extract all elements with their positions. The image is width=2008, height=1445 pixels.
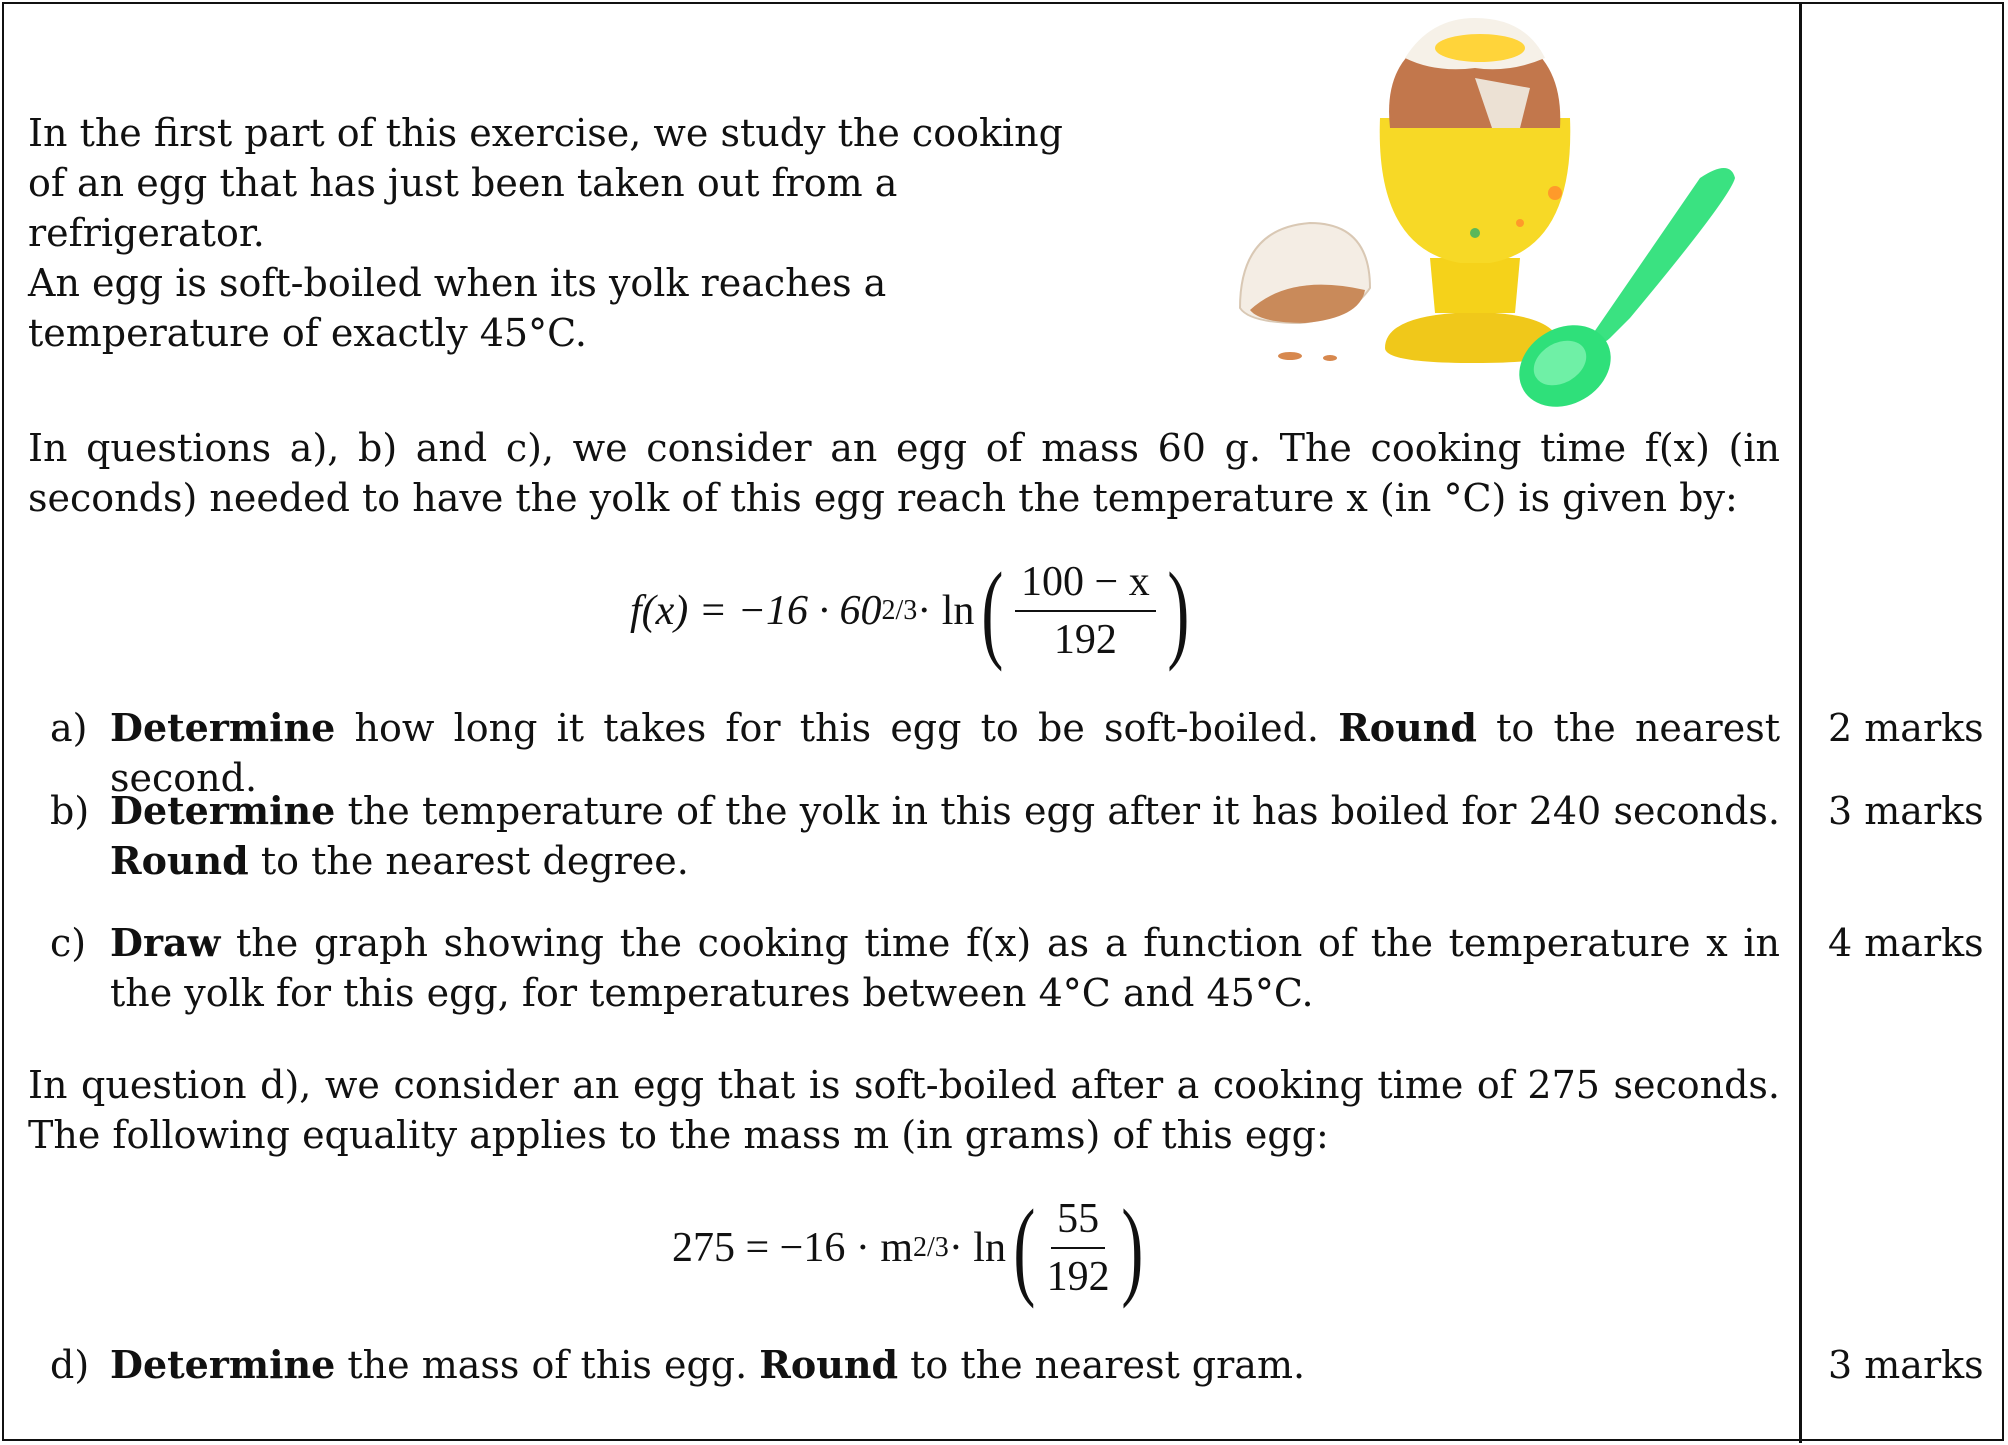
marks-c: 4 marks [1828,921,1984,965]
question-d [50,1340,1780,1390]
right-paren: ) [1120,1187,1143,1309]
left-paren: ( [981,550,1004,672]
question-verb-2: Round [759,1342,899,1387]
question-verb-2: Round [1338,705,1477,750]
formula1-exponent: 2/3 [881,595,918,626]
setup-text: In questions a), b) and c), we consider an egg of mass 60 g. The cooking time f(x) (in seconds) needed to have the yolk of this egg reach the temperature x (in °C) is given by: [28,426,1780,520]
question-text: the mass of this egg. [335,1343,760,1387]
question-text: the temperature of the yolk in this egg after it has boiled for 240 seconds. [335,789,1780,833]
question-text-2: to the nearest gram. [898,1343,1306,1387]
formula2-lhs: 275 = −16 · m [672,1225,914,1271]
question-verb: Draw [110,920,221,965]
question-label: a) [50,706,88,750]
setup2-text: In question d), we consider an egg that is soft-boiled after a cooking time of 275 seconds. The following equality applies to the mass m (in grams) of this egg: [28,1063,1780,1157]
intro-line-1: In the first part of this exercise, we study the cooking of an egg that has just been taken out from a refrigerator. [28,111,1063,255]
question-label: d) [50,1343,90,1387]
formula2-exponent: 2/3 [913,1232,949,1263]
question-label: c) [50,921,87,965]
formula1-ln: · ln [917,588,975,634]
formula2-fraction [1047,1195,1110,1301]
question-b [50,786,1780,886]
question-text-2: to the nearest second. [110,706,1780,800]
right-paren: ) [1167,550,1190,672]
intro-line-2: An egg is soft-boiled when its yolk reaches a temperature of exactly 45°C. [28,261,887,355]
question-label: b) [50,789,90,833]
formula2-numerator: 55 [1051,1195,1105,1249]
question-verb-2: Round [110,838,249,883]
question-verb: Determine [110,705,336,750]
formula1-denominator: 192 [1053,617,1117,663]
marks-a: 2 marks [1828,706,1984,750]
formula-f-of-x [630,550,1196,672]
marks-d: 3 marks [1828,1343,1984,1387]
marks-b: 3 marks [1828,789,1984,833]
boiled-egg-illustration [1230,18,1750,418]
formula-mass [672,1187,1150,1309]
intro-text [28,108,1108,358]
formula1-lhs: f(x) = −16 · 60 [630,588,882,634]
question-text-2: to the nearest degree. [248,839,689,883]
formula1-fraction [1015,558,1156,664]
question-text: the graph showing the cooking time f(x) as a function of the temperature x in the yolk for this egg, for temperatures between 4°C and 45°C. [110,921,1780,1015]
question-verb: Determine [110,788,336,833]
formula1-numerator: 100 − x [1015,558,1156,612]
question-verb: Determine [110,1342,336,1387]
marks-column-divider [1799,2,1802,1443]
formula2-denominator: 192 [1046,1254,1110,1300]
left-paren: ( [1013,1187,1036,1309]
question-c [50,918,1780,1018]
formula2-ln: · ln [948,1225,1006,1271]
question-text: how long it takes for this egg to be soft-boiled. [335,706,1339,750]
